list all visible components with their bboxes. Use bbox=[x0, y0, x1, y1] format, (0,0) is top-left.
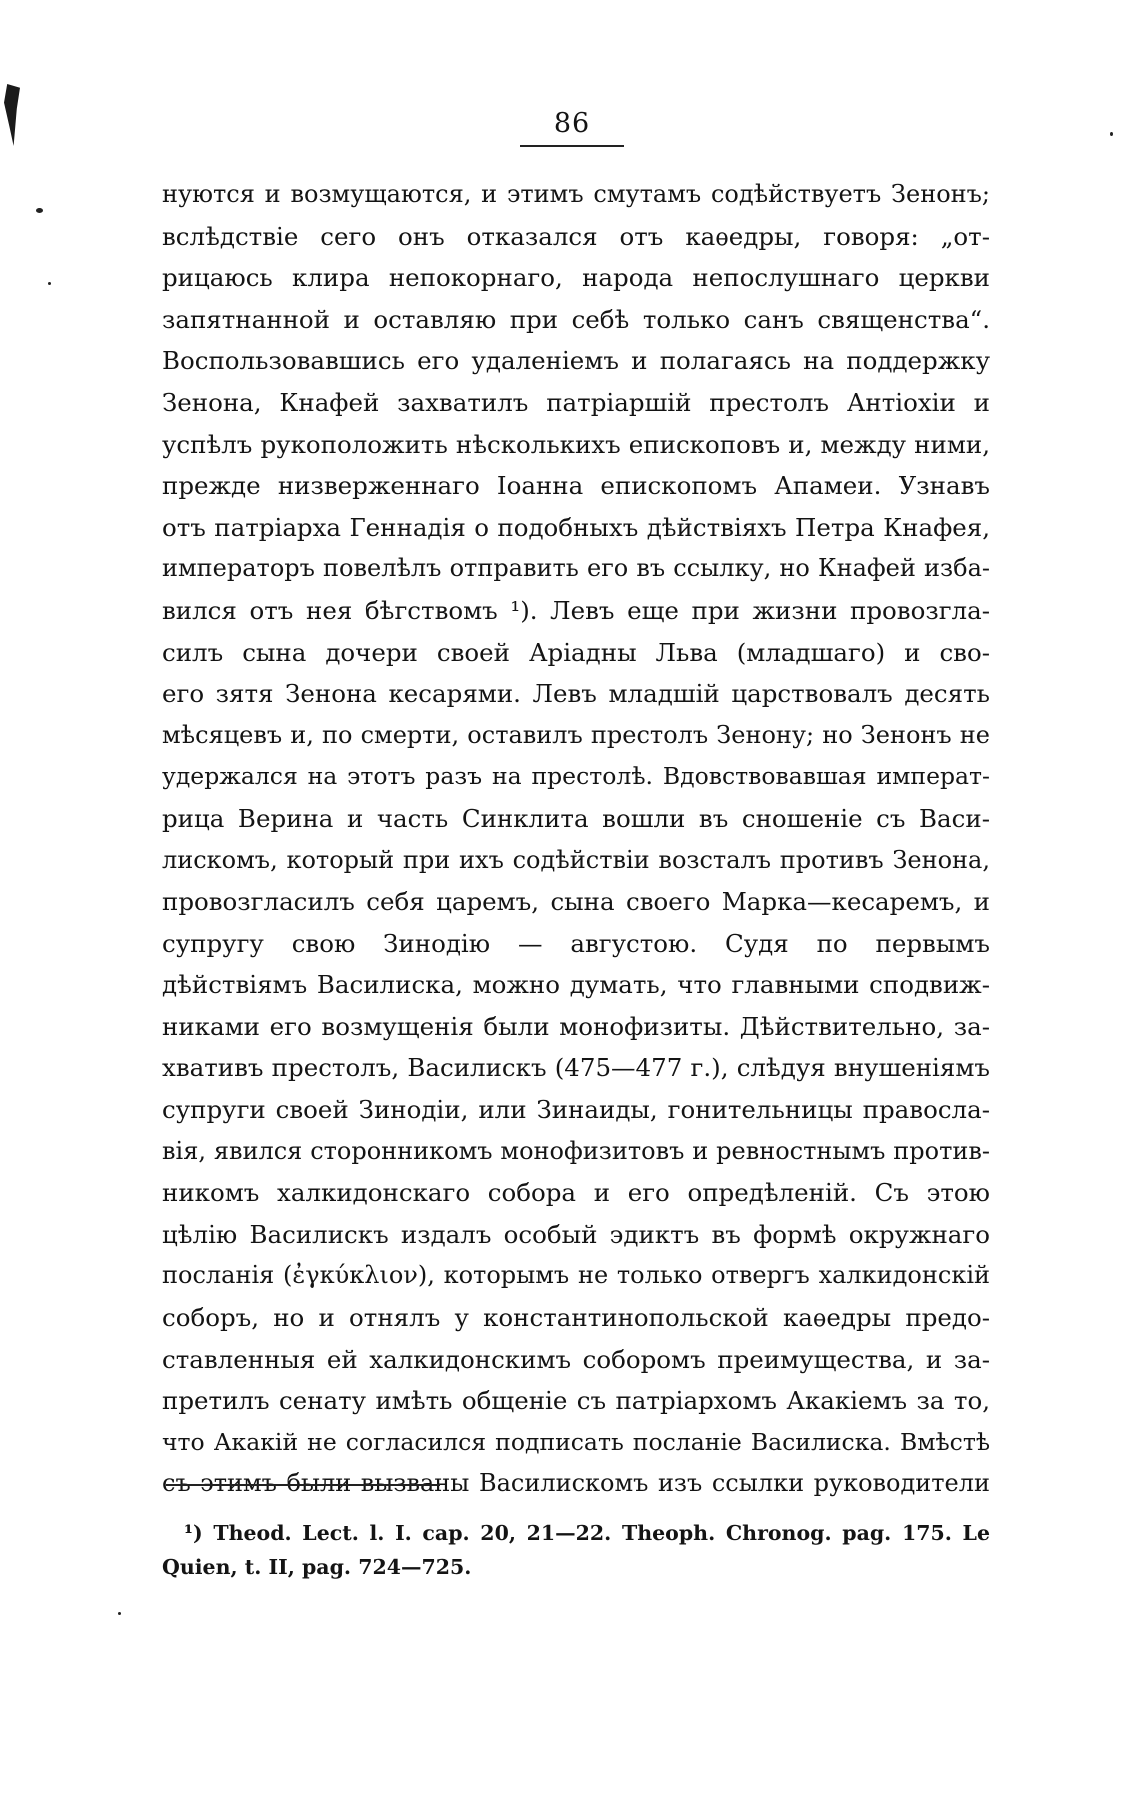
ink-speck bbox=[36, 208, 43, 213]
text-line: отъ патріарха Геннадія о подобныхъ дѣйствіяхъ Петра Кнафея, bbox=[162, 512, 990, 542]
text-line: вился отъ нея бѣгствомъ ¹). Левъ еще при жизни провозгла- bbox=[162, 595, 990, 625]
text-line: претилъ сенату имѣть общеніе съ патріархомъ Акакіемъ за то, bbox=[162, 1386, 990, 1416]
text-line: съ этимъ были вызваны Василискомъ изъ ссылки руководители bbox=[162, 1469, 990, 1498]
ink-speck bbox=[1110, 132, 1113, 136]
text-line: нуются и возмущаются, и этимъ смутамъ содѣйствуетъ Зенонъ; bbox=[162, 180, 990, 208]
page-number: 86 bbox=[553, 108, 591, 139]
text-line: вслѣдствіе сего онъ отказался отъ каѳедры, говоря: „от- bbox=[162, 221, 990, 251]
text-line: цѣлію Василискъ издалъ особый эдиктъ въ формѣ окружнаго bbox=[162, 1219, 990, 1249]
text-line: лискомъ, который при ихъ содѣйствіи возсталъ противъ Зенона, bbox=[162, 845, 990, 874]
ink-speck bbox=[48, 282, 51, 285]
text-line: никами его возмущенія были монофизиты. Дѣйствительно, за- bbox=[162, 1011, 990, 1041]
text-line: рицаюсь клира непокорнаго, народа непослушнаго церкви bbox=[162, 263, 990, 293]
text-line: Воспользовавшись его удаленіемъ и полагаясь на поддержку bbox=[162, 346, 990, 376]
body-text bbox=[162, 174, 990, 1505]
text-line: супругу свою Зинодію — августою. Судя по первымъ bbox=[162, 928, 990, 958]
footnote-line: ¹) Theod. Lect. l. I. cap. 20, 21—22. Theoph. Chronog. pag. 175. Le bbox=[184, 1521, 990, 1545]
text-line: никомъ халкидонскаго собора и его опредѣленій. Съ этою bbox=[162, 1178, 990, 1208]
text-line: мѣсяцевъ и, по смерти, оставилъ престолъ Зенону; но Зенонъ не bbox=[162, 720, 990, 749]
text-line: Зенона, Кнафей захватилъ патріаршій престолъ Антіохіи и bbox=[162, 387, 990, 417]
text-line: силъ сына дочери своей Аріадны Льва (младшаго) и сво- bbox=[162, 637, 990, 667]
text-line: супруги своей Зинодіи, или Зинаиды, гонительницы правосла- bbox=[162, 1095, 990, 1125]
text-line: провозгласилъ себя царемъ, сына своего Марка—кесаремъ, и bbox=[162, 887, 990, 917]
text-line: хвативъ престолъ, Василискъ (475—477 г.), слѣдуя внушеніямъ bbox=[162, 1053, 990, 1083]
text-line: удержался на этотъ разъ на престолѣ. Вдовствовавшая императ- bbox=[162, 762, 990, 791]
header-rule bbox=[520, 145, 624, 147]
text-line: что Акакій не согласился подписать посланіе Василиска. Вмѣстѣ bbox=[162, 1427, 990, 1456]
text-line: ставленныя ей халкидонскимъ соборомъ преимущества, и за- bbox=[162, 1344, 990, 1374]
text-line: прежде низверженнаго Іоанна епископомъ Апамеи. Узнавъ bbox=[162, 471, 990, 501]
text-line: рица Верина и часть Синклита вошли въ сношеніе съ Васи- bbox=[162, 803, 990, 833]
text-line: его зятя Зенона кесарями. Левъ младшій царствовалъ десять bbox=[162, 679, 990, 709]
text-line: соборъ, но и отнялъ у константинопольской каѳедры предо- bbox=[162, 1303, 990, 1333]
text-line: запятнанной и оставляю при себѣ только санъ священства“. bbox=[162, 304, 990, 334]
ink-speck bbox=[118, 1612, 121, 1615]
text-line: императоръ повелѣлъ отправить его въ ссылку, но Кнафей изба- bbox=[162, 554, 990, 583]
text-line: дѣйствіямъ Василиска, можно думать, что главными сподвиж- bbox=[162, 970, 990, 1000]
text-line: посланія (ἐγκύκλιον), которымъ не только отвергъ халкидонскій bbox=[162, 1261, 990, 1290]
text-line: вія, явился сторонникомъ монофизитовъ и ревностнымъ против- bbox=[162, 1136, 990, 1165]
footnote-line: Quien, t. II, pag. 724—725. bbox=[162, 1555, 472, 1579]
footnotes bbox=[162, 1516, 990, 1584]
binding-ink-mark bbox=[4, 84, 20, 146]
text-line: успѣлъ рукоположить нѣсколькихъ епископовъ и, между ними, bbox=[162, 429, 990, 459]
footnote-rule bbox=[166, 1484, 440, 1486]
